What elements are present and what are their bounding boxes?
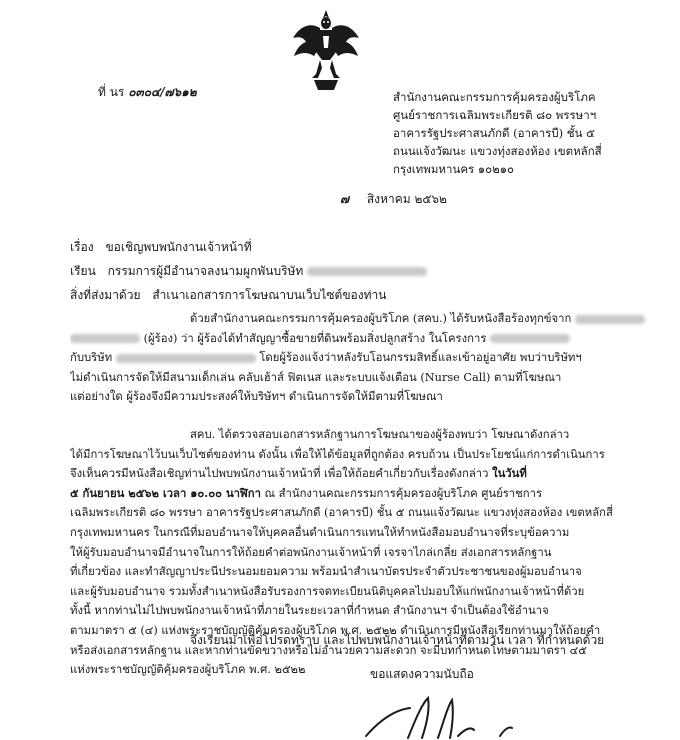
subject-text: ขอเชิญพบพนักงานเจ้าหน้าที่ [105,240,252,254]
paragraph-line: และผู้รับมอบอำนาจ รวมทั้งสำเนาหนังสือรับรองการจดทะเบียนนิติบุคคลไปมอบให้แก่พนักงานเจ้าหน้าที่ด้วย [70,584,585,598]
address-line: ศูนย์ราชการเฉลิมพระเกียรติ ๘๐ พรรษาฯ [393,108,597,122]
paragraph-line: ตามมาตรา ๕ (๔) แห่งพระราชบัญญัติคุ้มครองผู้บริโภค พ.ศ. ๒๕๒๒ ดำเนินการมีหนังสือเรียกท่านมาให้ถ้อยคำ [70,623,601,637]
address-line: ถนนแจ้งวัฒนะ แขวงทุ่งสองห้อง เขตหลักสี่ [393,144,602,158]
sender-address [393,88,673,178]
attachment-line [70,286,386,305]
paragraph-line: ที่เกี่ยวข้อง และทำสัญญาประนีประนอมยอมความ พร้อมนำสำเนาบัตรประจำตัวประชาชนของผู้มอบอำนาจ [70,565,582,579]
handwritten-signature-icon [360,690,540,740]
address-line: สำนักงานคณะกรรมการคุ้มครองผู้บริโภค [393,90,596,104]
redacted-project [490,334,570,343]
addressee-text: กรรมการผู้มีอำนาจลงนามผูกพันบริษัท [107,264,304,278]
date-day: ๗ [340,192,350,206]
attachment-label: สิ่งที่ส่งมาด้วย [70,288,141,302]
redacted-company [116,354,256,363]
subject-label: เรื่อง [70,240,94,254]
paragraph-line: ทั้งนี้ หากท่านไม่ไปพบพนักงานเจ้าหน้าที่ภายในระยะเวลาที่กำหนด สำนักงานฯ จำเป็นต้องใช้อำนาจ [70,604,549,618]
paragraph-text: (ผู้ร้อง) ว่า ผู้ร้องได้ทำสัญญาซื้อขายที่ดินพร้อมสิ่งปลูกสร้าง ในโครงการ [143,331,487,345]
reference-number [98,83,197,102]
paragraph-line: แห่งพระราชบัญญัติคุ้มครองผู้บริโภค พ.ศ. ๒๕๒๒ [70,663,306,677]
paragraph-line: สคบ. ได้ตรวจสอบเอกสารหลักฐานการโฆษณาของผู้ร้องพบว่า โฆษณาดังกล่าว [190,428,570,441]
paragraph-line [70,464,650,484]
paragraph-text: จึงเห็นควรมีหนังสือเชิญท่านไปพบพนักงานเจ้าหน้าที่ เพื่อให้ถ้อยคำเกี่ยวกับเรื่องดังกล่าว [70,467,489,481]
paragraph-line: ให้ผู้รับมอบอำนาจมีอำนาจในการให้ถ้อยคำต่อพนักงานเจ้าหน้าที่ เจรจาไกล่เกลี่ย ส่งเอกสารหลักฐาน [70,545,552,559]
regards-line: ขอแสดงความนับถือ [370,667,474,681]
paragraph-line: หรือส่งเอกสารหลักฐาน และหากท่านขัดขวางหรือไม่อำนวยความสะดวก จะมีบทกำหนดโทษตามมาตรา ๔๕ [70,643,587,657]
appointment-emphasis: ในวันที่ [492,466,527,481]
attachment-text: สำเนาเอกสารการโฆษณาบนเว็บไซต์ของท่าน [152,288,387,302]
paragraph-line: กรุงเทพมหานคร ในกรณีที่มอบอำนาจให้บุคคลอื่นดำเนินการแทนให้ทำหนังสือมอบอำนาจที่ระบุข้อความ [70,525,570,539]
date-month-year: สิงหาคม ๒๕๖๒ [366,192,447,206]
paragraph-complaint [70,309,650,407]
ref-number: ๐๓๐๔/๗๖๑๒ [128,85,197,99]
address-line: อาคารรัฐประศาสนภักดี (อาคารบี) ชั้น ๕ [393,126,595,140]
paragraph-text: ณ สำนักงานคณะกรรมการคุ้มครองผู้บริโภค ศูนย์ราชการ [264,486,543,500]
paragraph-line: เฉลิมพระเกียรติ ๘๐ พรรษา อาคารรัฐประศาสนภักดี (อาคารบี) ชั้น ๕ ถนนแจ้งวัฒนะ แขวงทุ่งสองห้อง เขตหลักสี่ [70,506,613,520]
redacted-company-name [307,267,427,276]
addressee-line [70,262,427,281]
paragraph-text: ด้วยสำนักงานคณะกรรมการคุ้มครองผู้บริโภค (สคบ.) ได้รับหนังสือร้องทุกข์จาก [190,312,572,325]
paragraph-line [70,484,650,504]
paragraph-text: โดยผู้ร้องแจ้งว่าหลังรับโอนกรรมสิทธิ์และเข้าอยู่อาศัย พบว่าบริษัทฯ [259,351,582,365]
paragraph-line: ได้มีการโฆษณาไว้บนเว็บไซต์ของท่าน ดังนั้น เพื่อให้ได้ข้อมูลที่ถูกต้อง ครบถ้วน เป็นประโยชน์แก่การดำเนินการ [70,447,605,461]
appointment-datetime: ๕ กันยายน ๒๕๖๒ เวลา ๑๐.๐๐ นาฬิกา [70,485,261,500]
ref-prefix: ที่ นร [98,85,125,99]
paragraph-line [70,329,650,349]
paragraph-text: กับบริษัท [70,351,113,365]
letter-date [340,190,447,209]
addressee-label: เรียน [70,264,96,278]
paragraph-line: ไม่ดำเนินการจัดให้มีสนามเด็กเล่น คลับเฮ้าส์ ฟิตเนส และระบบแจ้งเตือน (Nurse Call) ตามที่โฆษณา [70,370,562,384]
paragraph-line: แต่อย่างใด ผู้ร้องจึงมีความประสงค์ให้บริษัทฯ ดำเนินการจัดให้มีตามที่โฆษณา [70,390,443,404]
redacted-complainant [575,315,645,324]
address-line: กรุงเทพมหานคร ๑๐๒๑๐ [393,162,515,176]
paragraph-line [70,309,650,329]
redacted-complainant [70,334,140,343]
closing-line: จึงเรียนมาเพื่อโปรดทราบ และไปพบพนักงานเจ้าหน้าที่ตามวัน เวลา ที่กำหนดด้วย [190,633,605,647]
garuda-emblem-icon [290,8,362,94]
paragraph-line [70,348,650,368]
subject-line [70,238,252,257]
